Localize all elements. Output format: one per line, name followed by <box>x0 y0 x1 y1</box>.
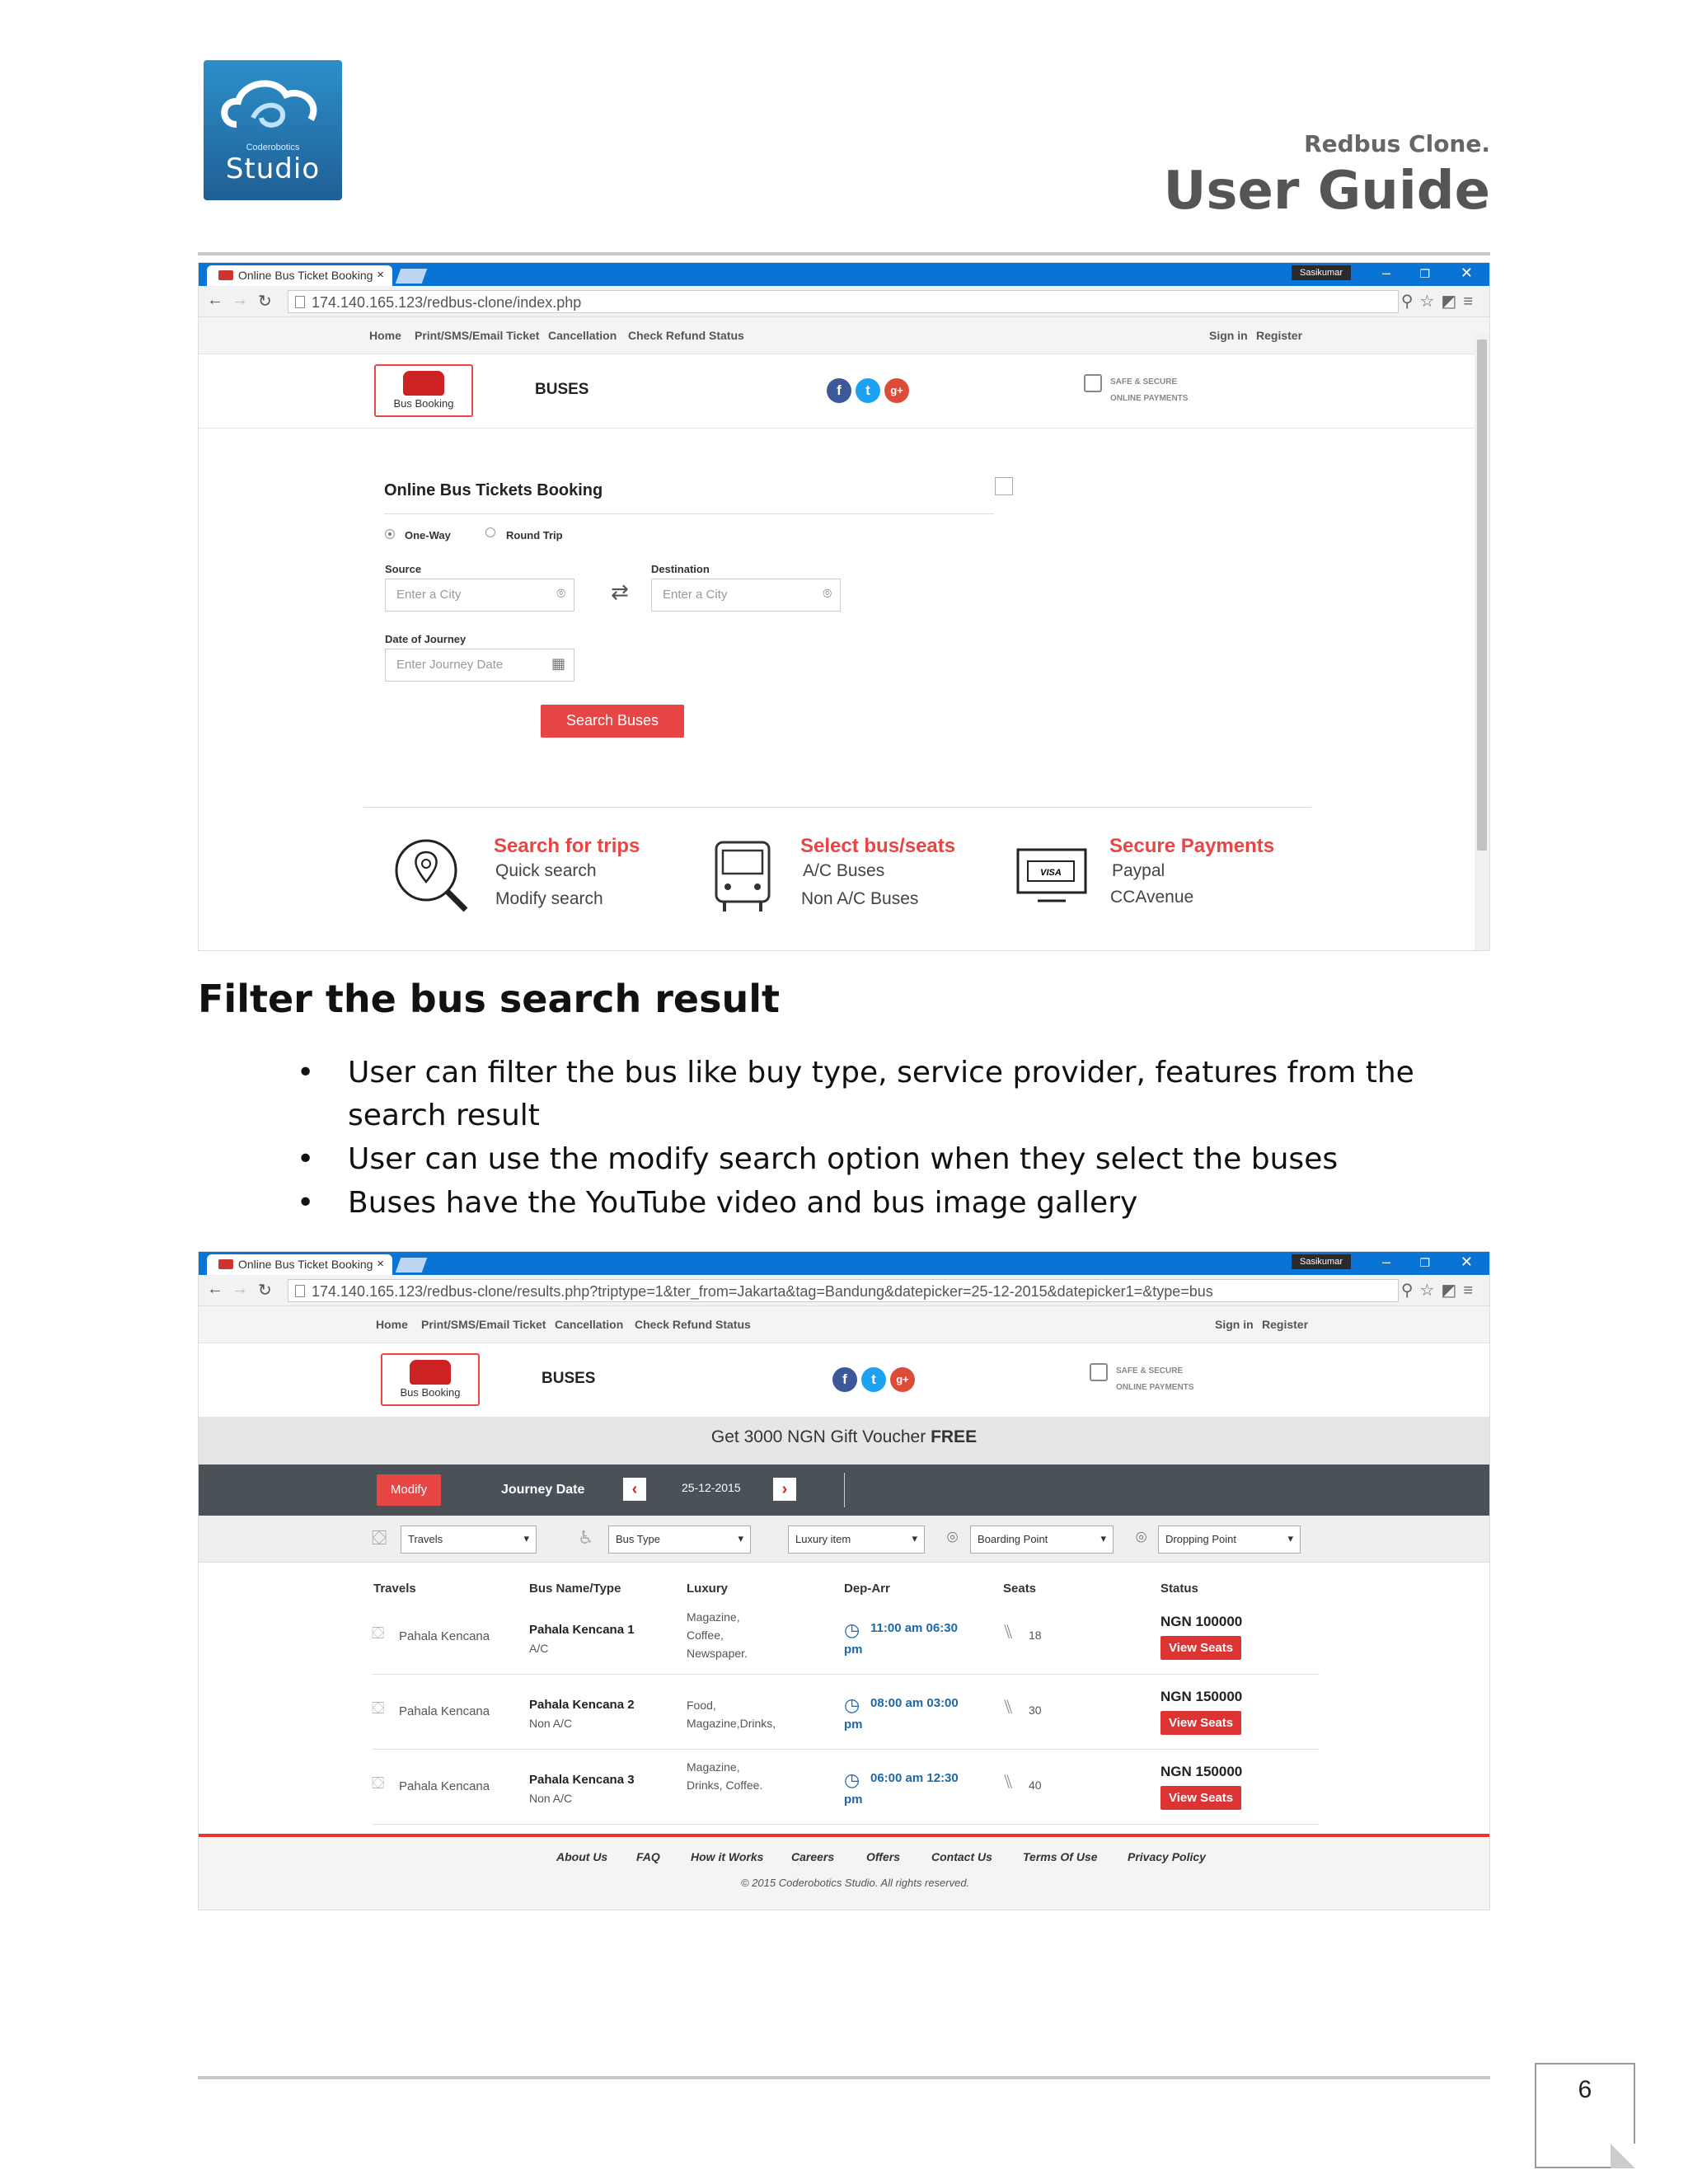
bus-row-icon: ⛋ <box>372 1624 385 1643</box>
journey-date-label: Journey Date <box>501 1483 585 1497</box>
browser-tabbar <box>199 263 1489 286</box>
google-plus-icon[interactable]: g+ <box>884 378 909 403</box>
col-bus-name: Bus Name/Type <box>529 1582 621 1596</box>
scrollbar-thumb[interactable] <box>1477 340 1487 851</box>
price-cell: NGN 150000 <box>1160 1689 1243 1704</box>
round-trip-radio[interactable] <box>485 527 495 537</box>
swap-icon[interactable]: ⇄ <box>611 579 629 604</box>
site-footer <box>199 1834 1489 1910</box>
forward-icon[interactable]: → <box>232 291 248 309</box>
features-divider <box>363 807 1311 808</box>
seat-icon: ⑊ <box>1002 1696 1015 1718</box>
feature-select-line2: Non A/C Buses <box>801 889 919 908</box>
booking-divider <box>384 513 994 514</box>
back-icon[interactable]: ← <box>207 291 223 309</box>
feature-payment-title: Secure Payments <box>1109 835 1275 857</box>
nav-print-ticket[interactable]: Print/SMS/Email Ticket <box>421 1318 546 1331</box>
footer-link-how[interactable]: How it Works <box>691 1850 764 1863</box>
tab-title: Online Bus Ticket Booking <box>238 1258 373 1271</box>
nav-home[interactable]: Home <box>376 1318 408 1331</box>
copyright: © 2015 Coderobotics Studio. All rights reserved. <box>741 1877 970 1889</box>
visa-card-icon <box>1015 846 1089 908</box>
dropping-filter[interactable]: Dropping Point ▾ <box>1158 1526 1301 1554</box>
footer-link-about[interactable]: About Us <box>556 1850 608 1863</box>
footer-link-privacy[interactable]: Privacy Policy <box>1128 1850 1206 1863</box>
table-row <box>372 1606 1320 1680</box>
location-pin-icon: ⌾ <box>556 585 565 602</box>
browser-window-results <box>198 1251 1490 1910</box>
bus-filter-icon: ⛋ <box>372 1527 387 1549</box>
register-link[interactable]: Register <box>1256 329 1303 342</box>
seats-cell: 40 <box>1029 1779 1042 1792</box>
bullet-text: User can use the modify search option when they select the buses <box>348 1142 1339 1176</box>
price-cell: NGN 100000 <box>1160 1614 1243 1629</box>
col-travels: Travels <box>373 1582 416 1596</box>
dep-cell: 06:00 am 12:30 <box>870 1771 959 1785</box>
site-header <box>199 354 1489 429</box>
arr-cell: pm <box>844 1793 863 1807</box>
bus-row-icon: ⛋ <box>372 1774 385 1793</box>
register-link[interactable]: Register <box>1262 1318 1309 1331</box>
feature-search-title: Search for trips <box>494 835 640 857</box>
minimize-icon[interactable]: – <box>1381 265 1390 281</box>
twitter-icon[interactable]: t <box>856 378 880 403</box>
browser-toolbar-icons[interactable]: ⚲☆◩≡ <box>1400 293 1479 311</box>
facebook-icon[interactable]: f <box>832 1367 857 1392</box>
footer-link-terms[interactable]: Terms Of Use <box>1023 1850 1098 1863</box>
clock-icon: ◷ <box>844 1619 860 1640</box>
search-buses-button[interactable]: Search Buses <box>541 705 684 738</box>
arr-cell: pm <box>844 1718 863 1732</box>
section-heading: Filter the bus search result <box>198 977 780 1021</box>
browser-tab[interactable] <box>207 265 392 286</box>
seat-icon: ⑊ <box>1002 1621 1015 1643</box>
close-window-icon[interactable]: ✕ <box>1460 1254 1473 1270</box>
bullet-dot: • <box>297 1186 315 1220</box>
site-header <box>199 1343 1489 1418</box>
booking-title: Online Bus Tickets Booking <box>384 481 603 499</box>
page-number-box <box>1535 2063 1635 2168</box>
source-label: Source <box>385 563 422 575</box>
page-icon <box>295 296 305 308</box>
bus-favicon-icon <box>218 1259 233 1269</box>
view-seats-button[interactable]: View Seats <box>1160 1636 1241 1660</box>
dropping-pin-icon: ⌾ <box>1136 1527 1147 1548</box>
feature-payment-line1: Paypal <box>1112 861 1165 880</box>
logo-label: Bus Booking <box>400 1386 461 1399</box>
new-tab-button[interactable] <box>396 269 428 284</box>
destination-label: Destination <box>651 563 710 575</box>
url-input[interactable] <box>288 290 1399 313</box>
studio-logo <box>204 60 342 200</box>
feature-payment-line2: CCAvenue <box>1110 888 1194 907</box>
header-divider <box>198 252 1490 255</box>
bullet-dot: • <box>297 1142 315 1176</box>
nav-print-ticket[interactable]: Print/SMS/Email Ticket <box>415 329 540 342</box>
one-way-label: One-Way <box>405 529 451 541</box>
bus-name-cell: Pahala Kencana 2 <box>529 1698 635 1712</box>
buses-link[interactable]: BUSES <box>535 381 589 398</box>
source-placeholder: Enter a City <box>396 588 462 602</box>
bullet-item <box>297 1182 1492 1225</box>
arr-cell: pm <box>844 1643 863 1657</box>
bus-type-cell: A/C <box>529 1642 549 1655</box>
luxury-cell: Food, Magazine,Drinks, <box>687 1699 776 1730</box>
calendar-icon: ▦ <box>551 655 565 672</box>
bus-front-icon <box>710 836 776 914</box>
clock-icon: ◷ <box>844 1694 860 1715</box>
back-icon[interactable]: ← <box>207 1280 223 1298</box>
modify-button[interactable]: Modify <box>377 1474 441 1506</box>
travels-cell: Pahala Kencana <box>399 1779 490 1793</box>
row-divider <box>372 1674 1320 1675</box>
bus-booking-logo[interactable] <box>381 1353 480 1406</box>
row-divider <box>372 1749 1320 1750</box>
journey-date-value: 25-12-2015 <box>682 1481 741 1494</box>
round-trip-label: Round Trip <box>506 529 563 541</box>
feature-select-line1: A/C Buses <box>803 861 885 880</box>
destination-input[interactable] <box>651 579 841 612</box>
sign-in-link[interactable]: Sign in <box>1209 329 1248 342</box>
broken-image-icon <box>995 477 1013 495</box>
bullet-dot: • <box>297 1056 315 1090</box>
footer-link-contact[interactable]: Contact Us <box>931 1850 992 1863</box>
facebook-icon[interactable]: f <box>827 378 851 403</box>
location-pin-icon: ⌾ <box>823 585 832 602</box>
prev-date-icon[interactable]: ‹ <box>623 1478 646 1501</box>
bus-icon <box>410 1360 451 1385</box>
close-window-icon[interactable]: ✕ <box>1460 265 1473 281</box>
nav-cancellation[interactable]: Cancellation <box>555 1318 624 1331</box>
svg-text:VISA: VISA <box>1040 868 1062 878</box>
google-plus-icon[interactable]: g+ <box>890 1367 915 1392</box>
search-location-icon <box>393 836 471 914</box>
boarding-filter[interactable]: Boarding Point ▾ <box>970 1526 1114 1554</box>
feature-select-title: Select bus/seats <box>800 835 956 857</box>
luxury-filter[interactable]: Luxury item ▾ <box>788 1526 925 1554</box>
product-name: Redbus Clone. <box>1304 130 1490 157</box>
twitter-icon[interactable]: t <box>861 1367 886 1392</box>
url-text: 174.140.165.123/redbus-clone/results.php?triptype=1&ter_from=Jakarta&tag=Bandung&datepicker=25-12-2015&datepicker1=&type=bus <box>312 1283 1213 1300</box>
date-placeholder: Enter Journey Date <box>396 658 504 672</box>
table-row <box>372 1681 1320 1755</box>
site-top-nav <box>199 1306 1489 1343</box>
nav-home[interactable]: Home <box>369 329 401 342</box>
restore-icon[interactable]: ❐ <box>1419 267 1430 280</box>
one-way-radio[interactable] <box>385 529 395 539</box>
reload-icon[interactable]: ↻ <box>258 1282 272 1300</box>
date-input[interactable] <box>385 649 574 682</box>
restore-icon[interactable]: ❐ <box>1419 1256 1430 1269</box>
minimize-icon[interactable]: – <box>1381 1254 1390 1270</box>
bus-icon <box>403 371 444 396</box>
travels-filter[interactable]: Travels ▾ <box>401 1526 537 1554</box>
bullet-text: User can filter the bus like buy type, service provider, features from the search result <box>348 1056 1414 1132</box>
bus-type-filter[interactable]: Bus Type ▾ <box>608 1526 751 1554</box>
bus-name-cell: Pahala Kencana 3 <box>529 1773 635 1787</box>
banner-text: Get 3000 NGN Gift Voucher <box>710 1427 931 1446</box>
destination-placeholder: Enter a City <box>663 588 728 602</box>
secure-label-1: SAFE & SECURE <box>1110 377 1178 387</box>
nav-refund[interactable]: Check Refund Status <box>628 329 744 342</box>
page-curl <box>1611 2144 1635 2168</box>
col-luxury: Luxury <box>687 1582 729 1596</box>
footer-link-careers[interactable]: Careers <box>791 1850 835 1863</box>
url-text: 174.140.165.123/redbus-clone/index.php <box>312 294 582 311</box>
footer-link-faq[interactable]: FAQ <box>636 1850 660 1863</box>
luxury-cell: Magazine, Coffee, Newspaper. <box>687 1610 748 1660</box>
page-scrollbar[interactable] <box>1475 333 1489 951</box>
travels-cell: Pahala Kencana <box>399 1704 490 1718</box>
col-status: Status <box>1160 1582 1198 1596</box>
address-bar <box>199 286 1489 317</box>
nav-refund[interactable]: Check Refund Status <box>635 1318 751 1331</box>
footer-link-offers[interactable]: Offers <box>866 1850 900 1863</box>
url-input[interactable] <box>288 1279 1399 1302</box>
seat-filter-icon: ♿ <box>578 1527 594 1548</box>
page-icon <box>295 1285 305 1297</box>
close-tab-icon[interactable]: × <box>377 268 384 282</box>
tab-title: Online Bus Ticket Booking <box>238 269 373 282</box>
travels-cell: Pahala Kencana <box>399 1629 490 1643</box>
source-input[interactable] <box>385 579 574 612</box>
bullet-text: Buses have the YouTube video and bus image gallery <box>348 1186 1138 1220</box>
secure-label-1: SAFE & SECURE <box>1116 1366 1184 1376</box>
col-dep-arr: Dep-Arr <box>844 1582 890 1596</box>
price-cell: NGN 150000 <box>1160 1764 1243 1779</box>
browser-user[interactable]: Sasikumar <box>1292 1254 1351 1269</box>
browser-window-index <box>198 262 1490 951</box>
bullet-item <box>297 1052 1492 1137</box>
banner-bold: FREE <box>931 1427 978 1446</box>
boarding-pin-icon: ⌾ <box>947 1527 959 1548</box>
sign-in-link[interactable]: Sign in <box>1215 1318 1254 1331</box>
close-tab-icon[interactable]: × <box>377 1257 384 1271</box>
voucher-banner <box>199 1418 1489 1465</box>
secure-label-2: ONLINE PAYMENTS <box>1116 1383 1194 1392</box>
address-bar <box>199 1275 1489 1306</box>
bus-name-cell: Pahala Kencana 1 <box>529 1623 635 1637</box>
secure-label-2: ONLINE PAYMENTS <box>1110 394 1189 403</box>
lock-icon <box>1084 374 1102 392</box>
dep-cell: 11:00 am 06:30 <box>870 1621 958 1635</box>
bus-booking-logo[interactable] <box>374 364 473 417</box>
nav-cancellation[interactable]: Cancellation <box>548 329 617 342</box>
reload-icon[interactable]: ↻ <box>258 293 272 311</box>
journey-bar <box>199 1465 1489 1516</box>
logo-subtext: Coderobotics <box>246 143 300 152</box>
page-title: User Guide <box>1163 161 1490 222</box>
seat-icon: ⑊ <box>1002 1771 1015 1793</box>
browser-toolbar-icons[interactable]: ⚲☆◩≡ <box>1400 1282 1479 1300</box>
bus-type-cell: Non A/C <box>529 1792 573 1805</box>
feature-search-line1: Quick search <box>495 861 597 880</box>
feature-search-line2: Modify search <box>495 889 603 908</box>
forward-icon[interactable]: → <box>232 1280 248 1298</box>
bus-favicon-icon <box>218 270 233 280</box>
next-date-icon[interactable]: › <box>773 1478 796 1501</box>
footer-divider <box>198 2076 1490 2079</box>
new-tab-button[interactable] <box>396 1258 428 1272</box>
browser-user[interactable]: Sasikumar <box>1292 265 1351 280</box>
page-number: 6 <box>1578 2076 1592 2103</box>
bullet-item <box>297 1138 1492 1181</box>
view-seats-button[interactable]: View Seats <box>1160 1711 1241 1735</box>
bus-row-icon: ⛋ <box>372 1699 385 1718</box>
clock-icon: ◷ <box>844 1769 860 1790</box>
browser-tab[interactable] <box>207 1254 392 1275</box>
luxury-cell: Magazine, Drinks, Coffee. <box>687 1760 763 1792</box>
row-divider <box>372 1824 1320 1825</box>
table-row <box>372 1756 1320 1830</box>
site-top-nav <box>199 317 1489 354</box>
filter-bar <box>199 1516 1489 1563</box>
bar-divider <box>844 1473 845 1507</box>
col-seats: Seats <box>1003 1582 1037 1596</box>
view-seats-button[interactable]: View Seats <box>1160 1786 1241 1810</box>
date-label: Date of Journey <box>385 633 467 645</box>
bus-type-cell: Non A/C <box>529 1717 573 1730</box>
seats-cell: 30 <box>1029 1704 1042 1717</box>
logo-label: Bus Booking <box>393 397 454 410</box>
browser-tabbar <box>199 1252 1489 1275</box>
buses-link[interactable]: BUSES <box>542 1370 596 1387</box>
logo-text: Studio <box>225 152 321 185</box>
dep-cell: 08:00 am 03:00 <box>870 1696 959 1710</box>
seats-cell: 18 <box>1029 1629 1042 1642</box>
lock-icon <box>1090 1363 1108 1381</box>
